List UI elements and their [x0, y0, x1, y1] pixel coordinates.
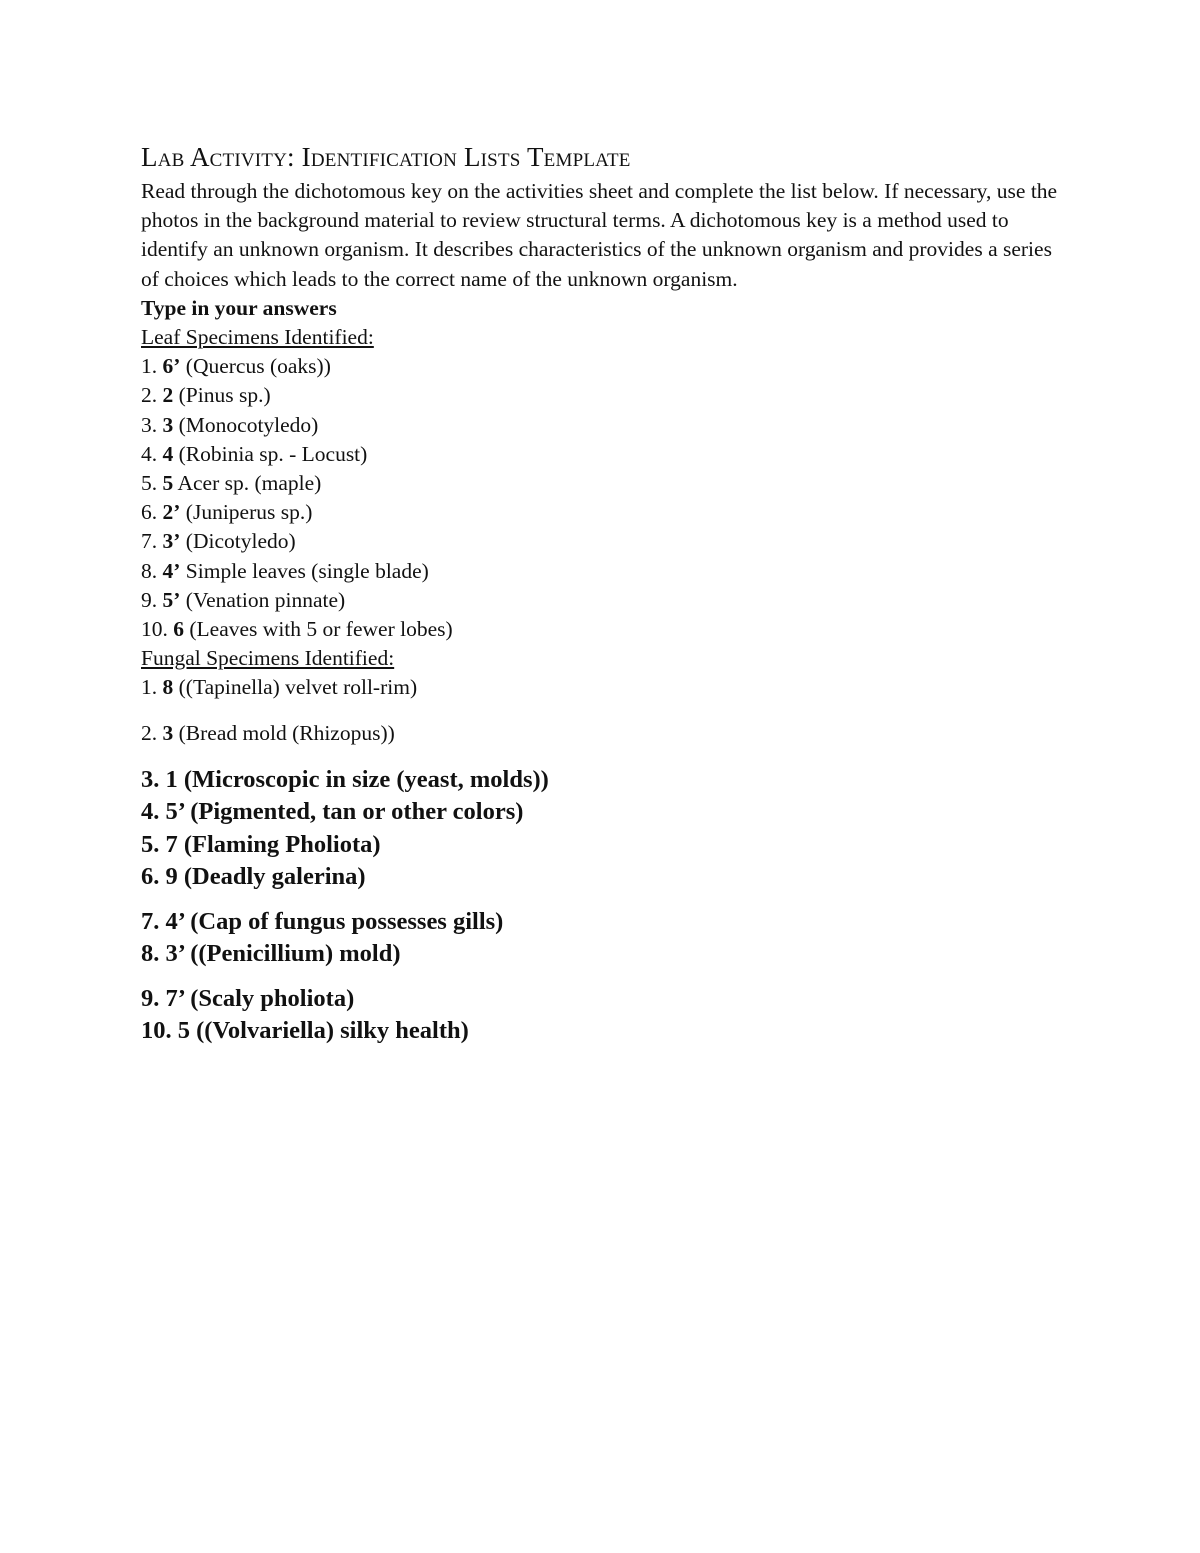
list-item: 1. 8 ((Tapinella) velvet roll-rim)	[141, 675, 418, 700]
list-item: 10. 6 (Leaves with 5 or fewer lobes)	[141, 617, 453, 642]
list-item: 1. 6’ (Quercus (oaks))	[141, 354, 331, 379]
list-item: 3. 1 (Microscopic in size (yeast, molds))	[141, 765, 549, 793]
page-title: Lab Activity: Identification Lists Template	[141, 142, 631, 172]
intro-paragraph: Read through the dichotomous key on the activities sheet and complete the list below. If necessary, use the photos in the background material to review structural terms. A dichotomous key is a method used to identify an unknown organism. It describes characteristics of the unknown organism and provides a series of choices which leads to the correct name of the unknown organism.	[141, 179, 1058, 291]
leaf-list	[141, 352, 1071, 644]
fungal-list	[141, 673, 1071, 1047]
list-item: 2. 2 (Pinus sp.)	[141, 383, 271, 408]
list-item: 4. 4 (Robinia sp. - Locust)	[141, 441, 368, 466]
list-item: 4. 5’ (Pigmented, tan or other colors)	[141, 798, 524, 826]
list-item: 6. 9 (Deadly galerina)	[141, 863, 366, 891]
list-item: 3. 3 (Monocotyledo)	[141, 412, 319, 437]
list-item: 9. 7’ (Scaly pholiota)	[141, 984, 355, 1012]
instruction-text: Type in your answers	[141, 295, 337, 320]
list-item: 7. 3’ (Dicotyledo)	[141, 529, 296, 554]
list-item: 8. 4’ Simple leaves (single blade)	[141, 558, 429, 583]
list-item: 9. 5’ (Venation pinnate)	[141, 587, 346, 612]
list-item: 6. 2’ (Juniperus sp.)	[141, 500, 313, 525]
list-item: 5. 7 (Flaming Pholiota)	[141, 830, 381, 858]
fungal-section-heading: Fungal Specimens Identified:	[141, 646, 395, 671]
list-item: 8. 3’ ((Penicillium) mold)	[141, 940, 401, 968]
document-page	[141, 140, 1071, 1048]
list-item: 7. 4’ (Cap of fungus possesses gills)	[141, 907, 504, 935]
list-item: 10. 5 ((Volvariella) silky health)	[141, 1017, 469, 1045]
leaf-section-heading: Leaf Specimens Identified:	[141, 325, 374, 350]
list-item: 5. 5 Acer sp. (maple)	[141, 471, 322, 496]
list-item: 2. 3 (Bread mold (Rhizopus))	[141, 720, 395, 745]
